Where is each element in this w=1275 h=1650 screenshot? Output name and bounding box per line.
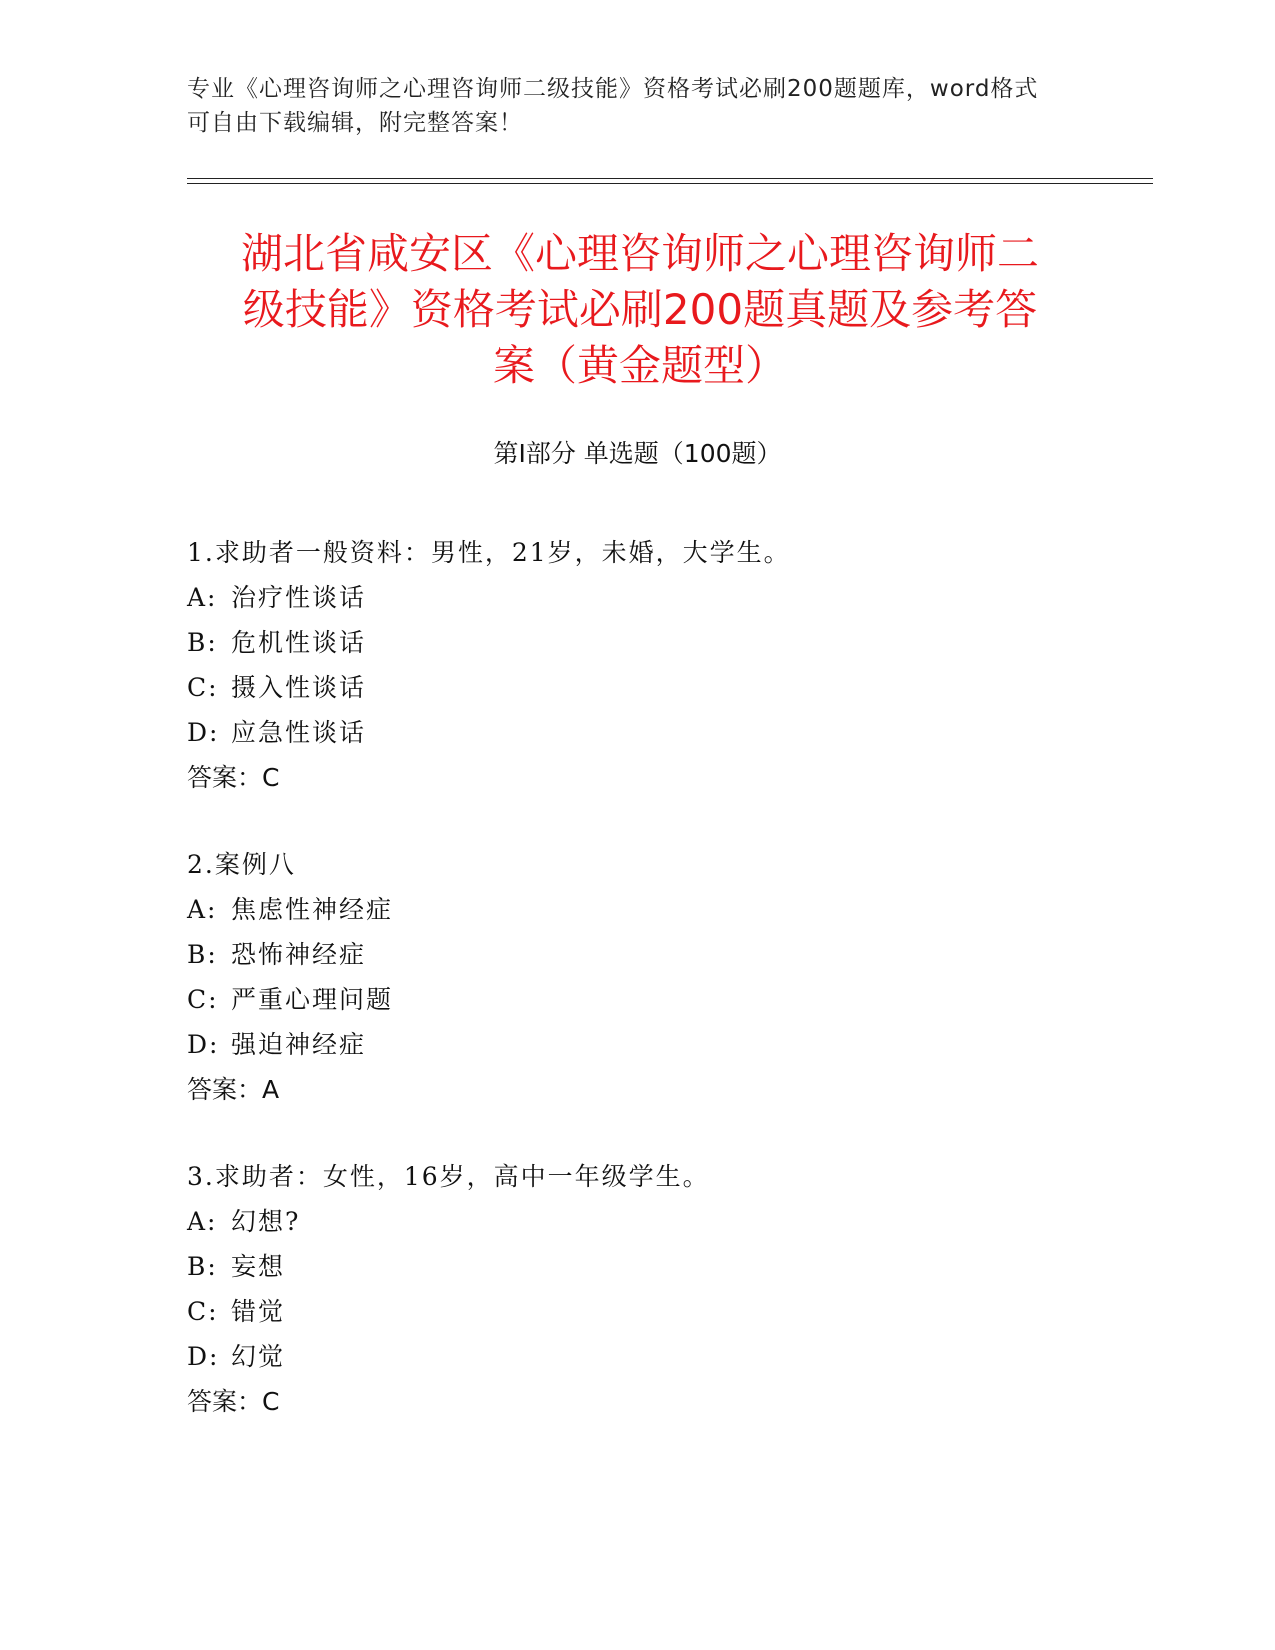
option-text: 强迫神经症 — [231, 1030, 367, 1059]
option-b — [187, 1244, 1087, 1289]
option-key: D: — [187, 1030, 220, 1059]
option-c — [187, 1289, 1087, 1334]
question-item — [187, 1154, 1087, 1424]
question-stem: 2.案例八 — [187, 850, 296, 879]
option-text: 摄入性谈话 — [231, 673, 367, 702]
option-text: 恐怖神经症 — [231, 940, 367, 969]
option-text: 应急性谈话 — [231, 718, 367, 747]
header-note-line-2: 可自由下载编辑，附完整答案！ — [187, 110, 523, 136]
header-note-line-1: 专业《心理咨询师之心理咨询师二级技能》资格考试必刷200题题库，word格式 — [187, 76, 1039, 102]
option-text: 治疗性谈话 — [231, 583, 367, 612]
option-key: A: — [187, 583, 218, 612]
option-b — [187, 620, 1087, 665]
option-c — [187, 665, 1087, 710]
question-list — [187, 530, 1087, 1466]
option-text: 危机性谈话 — [231, 628, 367, 657]
option-text: 幻觉 — [231, 1342, 286, 1371]
document-title — [190, 226, 1090, 394]
option-text: 妄想 — [231, 1252, 286, 1281]
option-key: B: — [187, 1252, 218, 1281]
option-text: 幻想? — [231, 1207, 301, 1236]
option-key: B: — [187, 940, 218, 969]
option-a — [187, 887, 1087, 932]
option-d — [187, 710, 1087, 755]
option-a — [187, 1199, 1087, 1244]
option-key: C: — [187, 985, 219, 1014]
option-key: B: — [187, 628, 218, 657]
question-item — [187, 842, 1087, 1112]
option-key: A: — [187, 1207, 218, 1236]
title-line-1: 湖北省咸安区《心理咨询师之心理咨询师二 — [240, 229, 1039, 278]
question-stem: 1.求助者一般资料：男性，21岁，未婚，大学生。 — [187, 538, 791, 567]
header-note — [187, 72, 1067, 140]
option-text: 焦虑性神经症 — [231, 895, 394, 924]
answer-line: 答案：C — [187, 763, 280, 792]
question-stem: 3.求助者：女性，16岁，高中一年级学生。 — [187, 1162, 710, 1191]
title-line-3: 案（黄金题型） — [492, 341, 787, 390]
option-text: 错觉 — [231, 1297, 286, 1326]
option-key: C: — [187, 673, 219, 702]
option-text: 严重心理问题 — [231, 985, 394, 1014]
answer-line: 答案：C — [187, 1387, 280, 1416]
question-item — [187, 530, 1087, 800]
option-c — [187, 977, 1087, 1022]
option-b — [187, 932, 1087, 977]
answer-line: 答案：A — [187, 1075, 280, 1104]
section-heading: 第Ⅰ部分 单选题（100题） — [493, 439, 782, 468]
option-key: D: — [187, 718, 220, 747]
option-d — [187, 1022, 1087, 1067]
header-divider — [187, 178, 1153, 184]
option-key: A: — [187, 895, 218, 924]
option-a — [187, 575, 1087, 620]
option-key: D: — [187, 1342, 220, 1371]
option-d — [187, 1334, 1087, 1379]
title-line-2: 级技能》资格考试必刷200题真题及参考答 — [242, 285, 1038, 334]
option-key: C: — [187, 1297, 219, 1326]
